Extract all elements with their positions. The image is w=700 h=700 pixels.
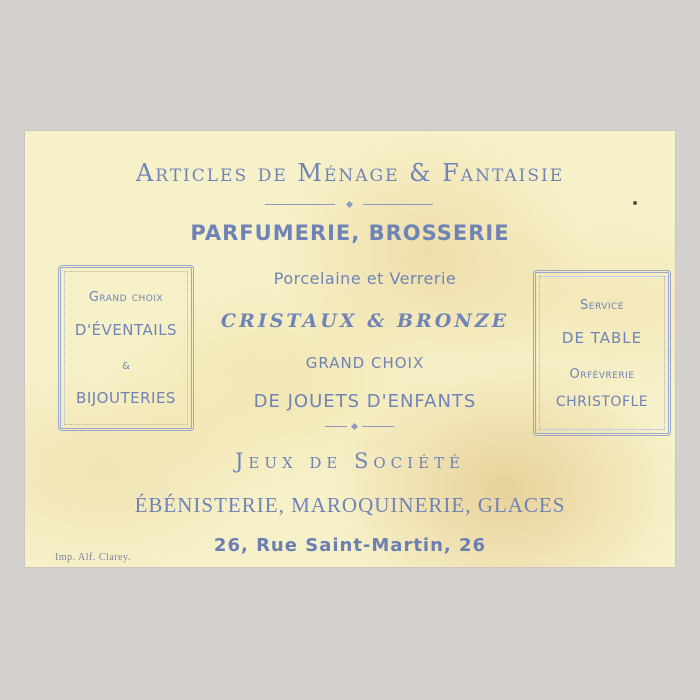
- left-frame-line2: D'ÉVENTAILS: [74, 321, 178, 339]
- middle-rule-left: [325, 426, 347, 427]
- right-frame-line3: Orfèvrerie: [569, 367, 635, 382]
- card-heading: Articles de Ménage & Fantaisie: [135, 159, 565, 187]
- cristaux-line: CRISTAUX & BRONZE: [220, 310, 510, 332]
- left-frame: [58, 265, 194, 431]
- heading-rule-ornament: [346, 201, 353, 208]
- heading-rule-left: [265, 204, 335, 205]
- porcelaine-line: Porcelaine et Verrerie: [273, 269, 457, 288]
- right-frame-line4: CHRISTOFLE: [555, 394, 649, 410]
- jeux-de-societe: Jeux de Société: [234, 449, 465, 473]
- right-frame-line1: Service: [580, 298, 624, 313]
- right-frame-line2: DE TABLE: [561, 329, 643, 347]
- foxing-spot: [633, 201, 637, 205]
- address: 26, Rue Saint-Martin, 26: [213, 535, 487, 556]
- right-frame: [533, 270, 671, 436]
- left-frame-line3: &: [122, 361, 130, 372]
- middle-rule-right: [362, 426, 394, 427]
- trade-card: [25, 131, 675, 567]
- ebenisterie-line: ÉBÉNISTERIE, MAROQUINERIE, GLACES: [134, 493, 566, 517]
- card-subheading: PARFUMERIE, BROSSERIE: [190, 221, 510, 245]
- grand-choix-line: GRAND CHOIX: [305, 354, 425, 372]
- middle-rule-ornament: [351, 423, 358, 430]
- printer-imprint: Imp. Alf. Clarey.: [55, 552, 131, 563]
- left-frame-line1: Grand choix: [88, 290, 164, 305]
- left-frame-line4: BIJOUTERIES: [76, 389, 176, 407]
- heading-rule-right: [363, 204, 433, 205]
- jouets-line: DE JOUETS D'ENFANTS: [253, 391, 477, 412]
